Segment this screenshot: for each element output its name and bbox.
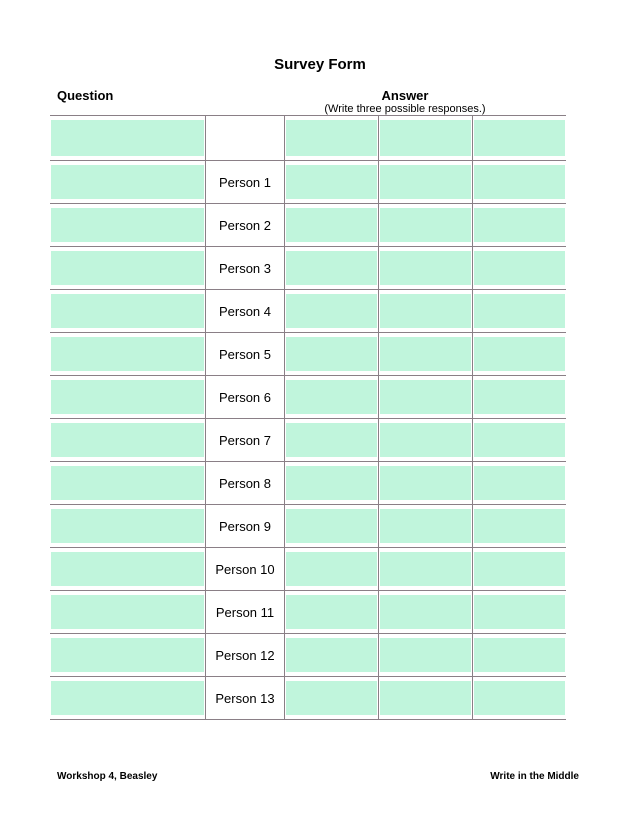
- answer-heading-field-1[interactable]: [285, 116, 379, 160]
- person-label-cell: [206, 161, 285, 203]
- person-label: Person 4: [218, 303, 272, 319]
- person-label: Person 6: [218, 389, 272, 405]
- table-row: [50, 677, 566, 720]
- answer-field-3[interactable]: [473, 505, 566, 547]
- person-label-cell: [206, 333, 285, 375]
- response-field[interactable]: [50, 247, 206, 289]
- person-label-cell: [206, 548, 285, 590]
- answer-field-2[interactable]: [379, 419, 473, 461]
- survey-table: [50, 115, 566, 720]
- answer-field-3[interactable]: [473, 247, 566, 289]
- table-row: [50, 204, 566, 247]
- response-field[interactable]: [50, 419, 206, 461]
- answer-field-1[interactable]: [285, 548, 379, 590]
- question-field[interactable]: [50, 116, 206, 160]
- answer-field-1[interactable]: [285, 333, 379, 375]
- table-row: [50, 290, 566, 333]
- answer-field-1[interactable]: [285, 505, 379, 547]
- blank-label-cell: [206, 116, 285, 160]
- person-label-cell: [206, 419, 285, 461]
- answer-field-3[interactable]: [473, 161, 566, 203]
- answer-field-2[interactable]: [379, 505, 473, 547]
- answer-field-2[interactable]: [379, 548, 473, 590]
- table-row: [50, 419, 566, 462]
- answer-field-3[interactable]: [473, 591, 566, 633]
- person-label: Person 12: [215, 647, 275, 663]
- response-field[interactable]: [50, 591, 206, 633]
- answer-field-3[interactable]: [473, 290, 566, 332]
- answer-field-3[interactable]: [473, 333, 566, 375]
- table-row: [50, 376, 566, 419]
- answer-column-header: Answer: [381, 88, 429, 103]
- person-label-cell: [206, 204, 285, 246]
- answer-field-3[interactable]: [473, 376, 566, 418]
- answer-field-1[interactable]: [285, 376, 379, 418]
- footer-credit: Workshop 4, Beasley: [57, 771, 158, 782]
- table-row: [50, 591, 566, 634]
- table-row: [50, 505, 566, 548]
- answer-field-2[interactable]: [379, 591, 473, 633]
- page-title: Survey Form: [274, 56, 366, 73]
- table-row: [50, 462, 566, 505]
- person-label: Person 5: [218, 346, 272, 362]
- answer-heading-field-3[interactable]: [473, 116, 566, 160]
- answer-heading-field-2[interactable]: [379, 116, 473, 160]
- answer-field-2[interactable]: [379, 462, 473, 504]
- answer-field-3[interactable]: [473, 548, 566, 590]
- person-label: Person 7: [218, 432, 272, 448]
- answer-field-2[interactable]: [379, 634, 473, 676]
- person-label: Person 8: [218, 475, 272, 491]
- answer-field-1[interactable]: [285, 419, 379, 461]
- answer-field-3[interactable]: [473, 462, 566, 504]
- answer-field-1[interactable]: [285, 204, 379, 246]
- answer-field-2[interactable]: [379, 376, 473, 418]
- table-row: [50, 634, 566, 677]
- response-field[interactable]: [50, 161, 206, 203]
- response-field[interactable]: [50, 634, 206, 676]
- person-label-cell: [206, 376, 285, 418]
- answer-field-1[interactable]: [285, 634, 379, 676]
- answer-field-1[interactable]: [285, 290, 379, 332]
- person-label-cell: [206, 677, 285, 719]
- person-label: Person 11: [215, 604, 275, 620]
- answer-field-2[interactable]: [379, 290, 473, 332]
- person-label: Person 13: [215, 690, 275, 706]
- person-label-cell: [206, 247, 285, 289]
- person-label: Person 3: [218, 260, 272, 276]
- question-column-header: Question: [57, 88, 114, 103]
- footer-section-title: Write in the Middle: [490, 771, 579, 782]
- response-field[interactable]: [50, 462, 206, 504]
- answer-field-3[interactable]: [473, 677, 566, 719]
- question-row: [50, 116, 566, 161]
- answer-field-1[interactable]: [285, 161, 379, 203]
- person-label-cell: [206, 290, 285, 332]
- answer-field-1[interactable]: [285, 591, 379, 633]
- table-row: [50, 247, 566, 290]
- person-label-cell: [206, 591, 285, 633]
- answer-field-3[interactable]: [473, 634, 566, 676]
- answer-field-3[interactable]: [473, 419, 566, 461]
- person-label: Person 2: [218, 217, 272, 233]
- response-field[interactable]: [50, 505, 206, 547]
- person-label-cell: [206, 634, 285, 676]
- answer-column-note: (Write three possible responses.): [324, 103, 486, 115]
- person-label-cell: [206, 505, 285, 547]
- person-label-cell: [206, 462, 285, 504]
- table-row: [50, 333, 566, 376]
- table-row: [50, 161, 566, 204]
- response-field[interactable]: [50, 677, 206, 719]
- answer-field-2[interactable]: [379, 204, 473, 246]
- answer-field-1[interactable]: [285, 247, 379, 289]
- response-field[interactable]: [50, 333, 206, 375]
- response-field[interactable]: [50, 376, 206, 418]
- response-field[interactable]: [50, 290, 206, 332]
- person-label: Person 10: [215, 561, 275, 577]
- answer-field-2[interactable]: [379, 677, 473, 719]
- answer-field-1[interactable]: [285, 677, 379, 719]
- person-label: Person 1: [218, 174, 272, 190]
- person-label: Person 9: [218, 518, 272, 534]
- response-field[interactable]: [50, 204, 206, 246]
- answer-field-2[interactable]: [379, 333, 473, 375]
- answer-field-2[interactable]: [379, 161, 473, 203]
- table-row: [50, 548, 566, 591]
- answer-field-1[interactable]: [285, 462, 379, 504]
- answer-field-2[interactable]: [379, 247, 473, 289]
- answer-field-3[interactable]: [473, 204, 566, 246]
- response-field[interactable]: [50, 548, 206, 590]
